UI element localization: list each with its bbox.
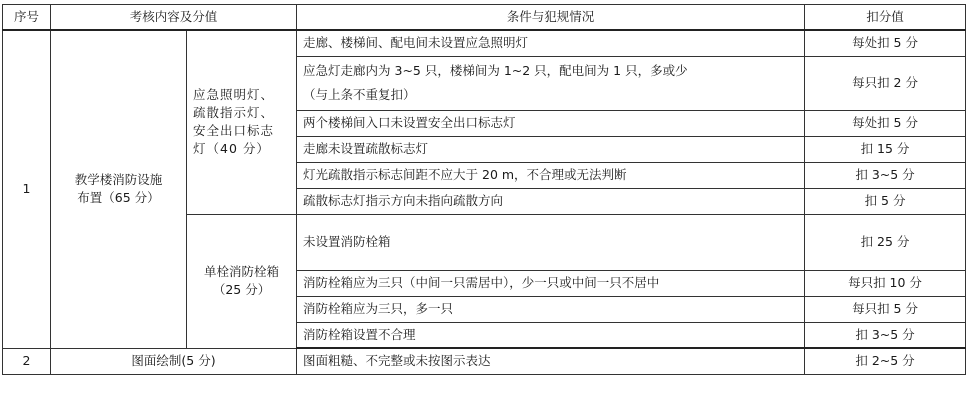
header-condition: 条件与犯规情况 <box>297 5 805 31</box>
deduction-cell: 扣 3~5 分 <box>805 162 966 188</box>
section2-no: 2 <box>3 348 51 374</box>
condition-cell: 两个楼梯间入口未设置安全出口标志灯 <box>297 110 805 136</box>
header-deduction: 扣分值 <box>805 5 966 31</box>
deduction-cell: 每只扣 5 分 <box>805 296 966 322</box>
table-row <box>3 30 966 56</box>
table-row <box>3 348 966 374</box>
condition-cell: 灯光疏散指示标志间距不应大于 20 m，不合理或无法判断 <box>297 162 805 188</box>
header-item: 考核内容及分值 <box>51 5 297 31</box>
condition-line: （与上条不重复扣） <box>303 87 416 102</box>
condition-cell: 消防栓箱应为三只（中间一只需居中），少一只或中间一只不居中 <box>297 270 805 296</box>
group1-label-line: 疏散指示灯、 <box>193 105 275 121</box>
group1-label-line: 灯（40 分） <box>193 141 270 157</box>
group2-label-line: （25 分） <box>212 282 271 297</box>
section1-category <box>51 30 187 348</box>
group2-label-line: 单栓消防栓箱 <box>204 264 280 279</box>
deduction-cell: 每只扣 2 分 <box>805 56 966 110</box>
condition-cell: 消防栓箱应为三只，多一只 <box>297 296 805 322</box>
group1-label-line: 应急照明灯、 <box>193 87 275 103</box>
section1-category-line2: 布置（65 分） <box>77 190 160 206</box>
condition-cell: 疏散标志灯指示方向未指向疏散方向 <box>297 188 805 214</box>
deduction-cell: 每只扣 10 分 <box>805 270 966 296</box>
deduction-cell: 扣 15 分 <box>805 136 966 162</box>
deduction-cell: 扣 3~5 分 <box>805 322 966 348</box>
group1-label-line: 安全出口标志 <box>193 123 275 139</box>
header-no: 序号 <box>3 5 51 31</box>
section1-no: 1 <box>3 30 51 348</box>
group1-label <box>187 30 297 214</box>
condition-cell: 走廊未设置疏散标志灯 <box>297 136 805 162</box>
deduction-cell: 扣 2~5 分 <box>805 348 966 374</box>
condition-line: 应急灯走廊内为 3~5 只，楼梯间为 1~2 只，配电间为 1 只，多或少 <box>303 63 688 78</box>
section2-item: 图面绘制(5 分) <box>51 348 297 374</box>
condition-cell: 未设置消防栓箱 <box>297 214 805 270</box>
deduction-cell: 扣 25 分 <box>805 214 966 270</box>
condition-cell: 图面粗糙、不完整或未按图示表达 <box>297 348 805 374</box>
deduction-cell: 扣 5 分 <box>805 188 966 214</box>
condition-cell: 消防栓箱设置不合理 <box>297 322 805 348</box>
condition-cell: 走廊、楼梯间、配电间未设置应急照明灯 <box>297 30 805 56</box>
deduction-cell: 每处扣 5 分 <box>805 30 966 56</box>
section1-category-line1: 教学楼消防设施 <box>74 172 163 188</box>
deduction-cell: 每处扣 5 分 <box>805 110 966 136</box>
table-header-row <box>3 5 966 31</box>
scoring-table <box>2 4 966 375</box>
condition-cell <box>297 56 805 110</box>
group2-label <box>187 214 297 348</box>
